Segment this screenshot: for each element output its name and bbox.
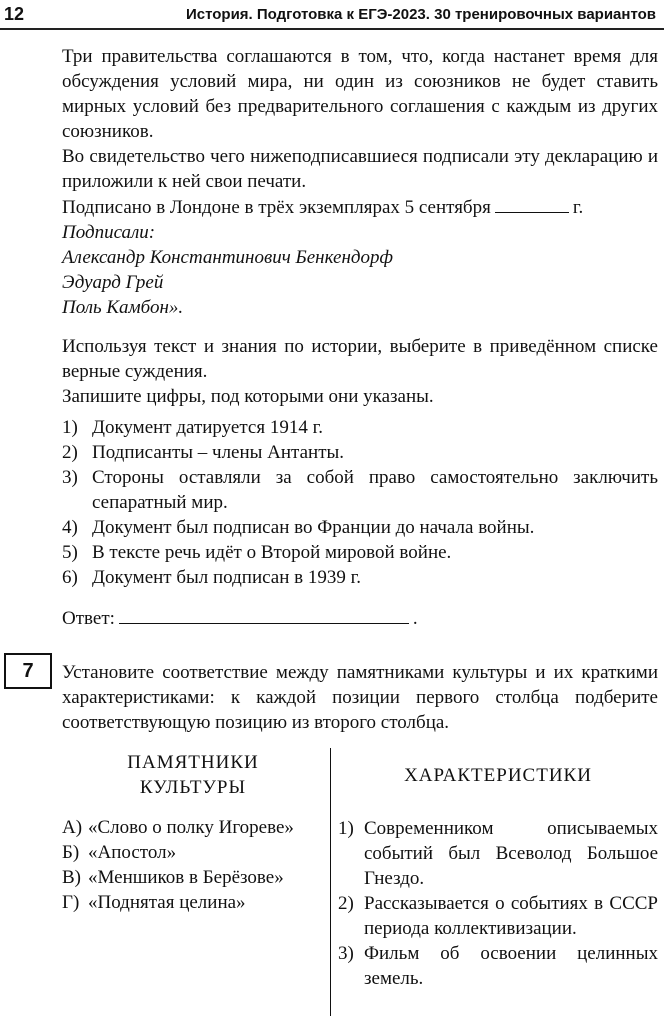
task6-instruction: Запишите цифры, под которыми они указаны.: [62, 386, 434, 407]
page-header: [0, 0, 664, 30]
list-item: 3) Стороны оставляли за собой право самостоятельно заключить сепаратный мир.: [62, 467, 658, 513]
left-column: [62, 748, 324, 915]
list-item: Б) «Апостол»: [62, 842, 177, 863]
right-column: [338, 748, 658, 991]
answer-label: Ответ:: [62, 608, 115, 629]
book-title: История. Подготовка к ЕГЭ-2023. 30 тренировочных вариантов: [185, 6, 656, 23]
document-signing-line: [62, 194, 658, 220]
signed-label: Подписали:: [62, 222, 156, 243]
list-item: 3) Фильм об освоении целинных земель.: [338, 943, 658, 989]
answer-field[interactable]: [119, 604, 409, 624]
document-paragraph: Во свидетельство чего нижеподписавшиеся подписали эту декларацию и приложили к ней свои печати.: [62, 146, 658, 192]
list-item: Г) «Поднятая целина»: [62, 892, 246, 913]
date-blank: [495, 194, 569, 213]
document-paragraph: Три правительства соглашаются в том, что, когда настанет время для обсуждения условий мира, ни один из союзников не будет ставить мирных условий без предварительного соглашения с каждым из других союзников.: [62, 46, 658, 142]
task6-instruction: Используя текст и знания по истории, выберите в приведённом списке верные суждения.: [62, 336, 658, 382]
signatory: Поль Камбон».: [62, 297, 184, 318]
matching-table: [62, 748, 658, 1016]
right-items: [338, 816, 658, 991]
answer-row: [62, 604, 658, 631]
list-item: 6) Документ был подписан в 1939 г.: [62, 567, 362, 588]
task-number-box: 7: [4, 653, 52, 689]
signatory: Александр Константинович Бенкендорф: [62, 247, 393, 268]
answer-end: .: [412, 608, 418, 629]
list-item: 4) Документ был подписан во Франции до начала войны.: [62, 517, 535, 538]
list-item: 2) Рассказывается о событиях в СССР периода коллективизации.: [338, 893, 658, 939]
list-item: В) «Меншиков в Берёзове»: [62, 867, 284, 888]
column-divider: [330, 748, 331, 1016]
list-item: 1) Документ датируется 1914 г.: [62, 417, 323, 438]
left-items: [62, 815, 324, 915]
list-item: 2) Подписанты – члены Антанты.: [62, 442, 345, 463]
list-item: А) «Слово о полку Игореве»: [62, 817, 294, 838]
page-number: 12: [4, 4, 25, 24]
right-column-header: ХАРАКТЕРИСТИКИ: [404, 765, 592, 786]
task7-instruction-block: [62, 660, 658, 735]
left-column-header: ПАМЯТНИКИ КУЛЬТУРЫ: [127, 752, 259, 798]
document-text: [62, 44, 658, 631]
signatory: Эдуард Грей: [62, 272, 164, 293]
list-item: 5) В тексте речь идёт о Второй мировой войне.: [62, 542, 452, 563]
task7-instruction: Установите соответствие между памятниками культуры и их краткими характеристиками: к каждой позиции первого столбца подберите соответствующую позицию из второго столбца.: [62, 662, 658, 733]
signing-text: Подписано в Лондоне в трёх экземплярах 5 сентября: [62, 197, 491, 218]
signing-year-suffix: г.: [572, 197, 584, 218]
task6-options: [62, 415, 658, 590]
list-item: 1) Современником описываемых событий был Всеволод Большое Гнездо.: [338, 818, 658, 889]
